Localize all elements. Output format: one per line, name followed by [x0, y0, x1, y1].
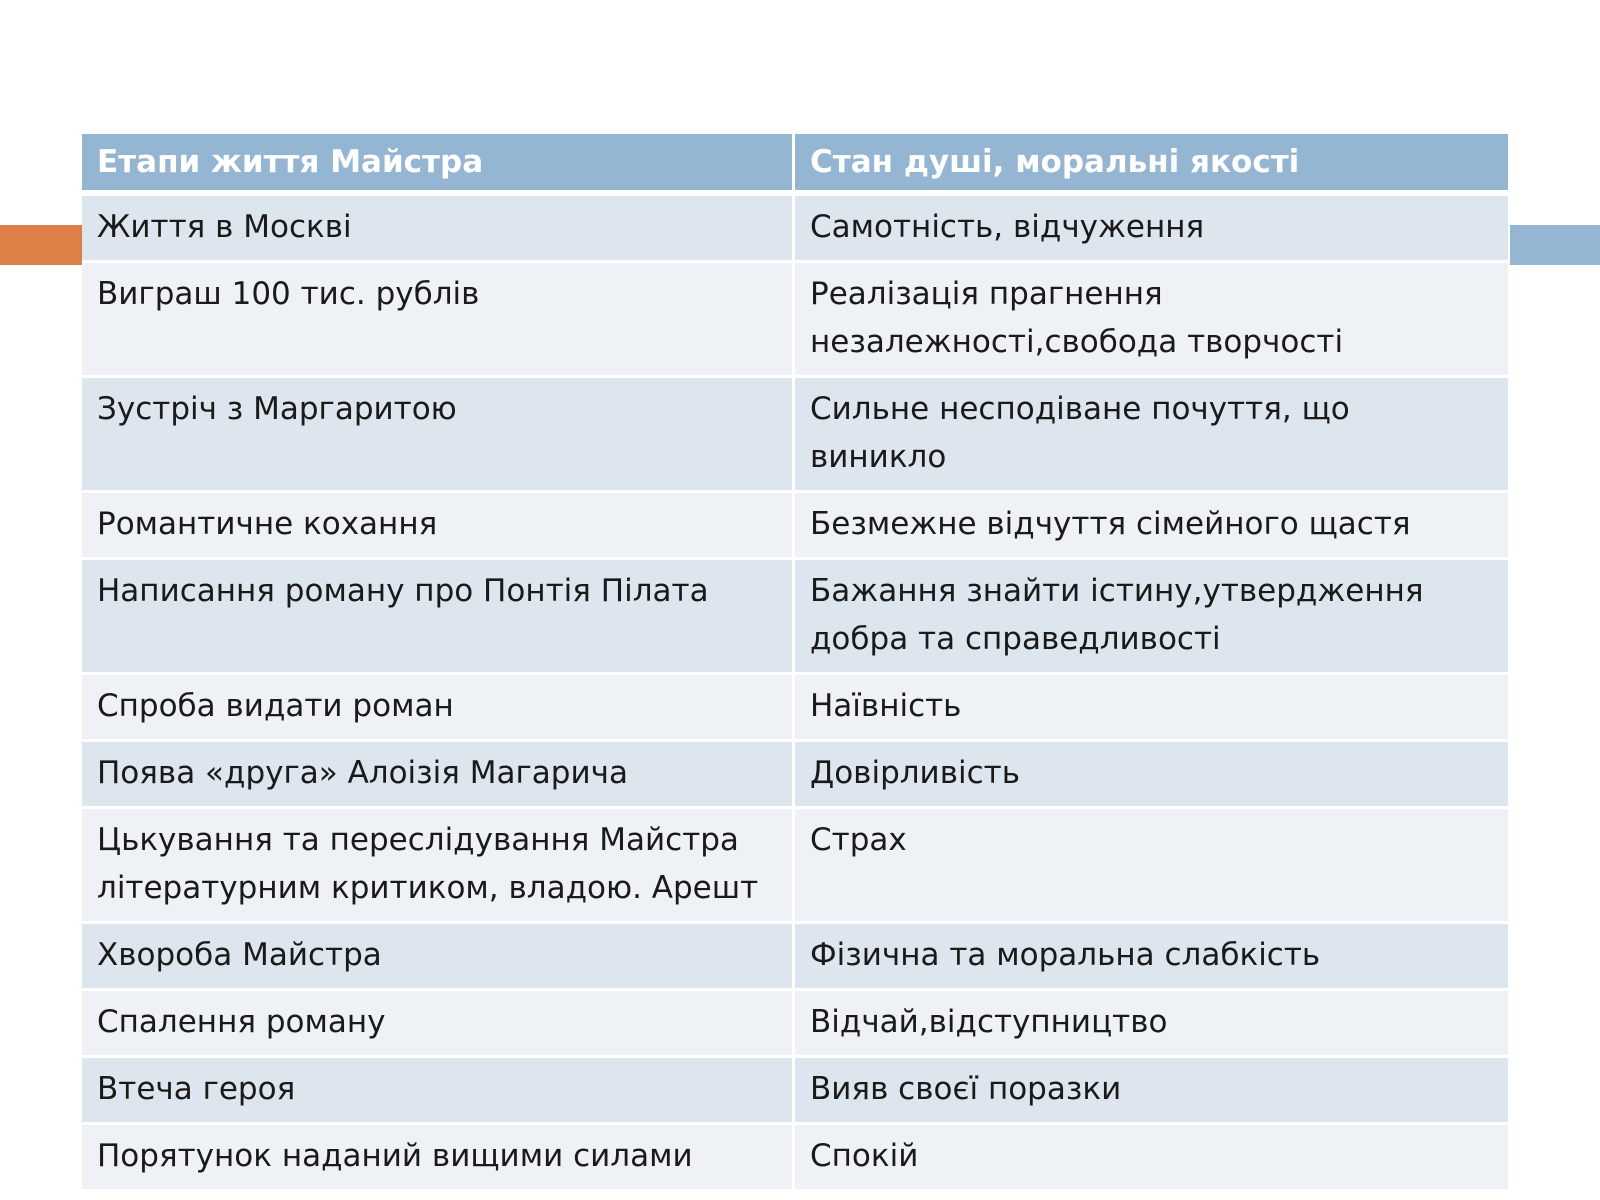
- soul-state-cell: Безмежне відчуття сімейного щастя: [795, 493, 1508, 560]
- stage-cell: Виграш 100 тис. рублів: [82, 263, 795, 378]
- stage-cell: Поява «друга» Алоізія Магарича: [82, 742, 795, 809]
- soul-state-cell: Наївність: [795, 675, 1508, 742]
- table-row: [82, 809, 1508, 924]
- table-row: [82, 924, 1508, 991]
- stages-table: [82, 134, 1508, 1192]
- soul-state-cell: Бажання знайти істину,утвердження добра та справедливості: [795, 560, 1508, 675]
- accent-bar-right: [1510, 225, 1600, 265]
- stage-cell: Порятунок наданий вищими силами: [82, 1125, 795, 1192]
- table-row: [82, 196, 1508, 263]
- table-row: [82, 560, 1508, 675]
- table-row: [82, 1058, 1508, 1125]
- table-row: [82, 263, 1508, 378]
- table-row: [82, 991, 1508, 1058]
- stage-cell: Втеча героя: [82, 1058, 795, 1125]
- soul-state-cell: Страх: [795, 809, 1508, 924]
- table-row: [82, 1125, 1508, 1192]
- stage-cell: Спроба видати роман: [82, 675, 795, 742]
- stage-cell: Спалення роману: [82, 991, 795, 1058]
- soul-state-cell: Самотність, відчуження: [795, 196, 1508, 263]
- soul-state-cell: Довірливість: [795, 742, 1508, 809]
- accent-bar-left: [0, 225, 82, 265]
- table-row: [82, 675, 1508, 742]
- stage-cell: Написання роману про Понтія Пілата: [82, 560, 795, 675]
- stage-cell: Романтичне кохання: [82, 493, 795, 560]
- soul-state-cell: Фізична та моральна слабкість: [795, 924, 1508, 991]
- header-cell-soul-state: Стан душі, моральні якості: [795, 134, 1508, 196]
- header-cell-stage: Етапи життя Майстра: [82, 134, 795, 196]
- stage-cell: Зустріч з Маргаритою: [82, 378, 795, 493]
- table-row: [82, 378, 1508, 493]
- table-row: [82, 742, 1508, 809]
- stage-cell: Хвороба Майстра: [82, 924, 795, 991]
- table-row: [82, 493, 1508, 560]
- stage-cell: Цькування та переслідування Майстра літературним критиком, владою. Арешт: [82, 809, 795, 924]
- soul-state-cell: Відчай,відступництво: [795, 991, 1508, 1058]
- soul-state-cell: Спокій: [795, 1125, 1508, 1192]
- table-header-row: [82, 134, 1508, 196]
- soul-state-cell: Сильне несподіване почуття, що виникло: [795, 378, 1508, 493]
- soul-state-cell: Реалізація прагнення незалежності,свобода творчості: [795, 263, 1508, 378]
- stage-cell: Життя в Москві: [82, 196, 795, 263]
- soul-state-cell: Вияв своєї поразки: [795, 1058, 1508, 1125]
